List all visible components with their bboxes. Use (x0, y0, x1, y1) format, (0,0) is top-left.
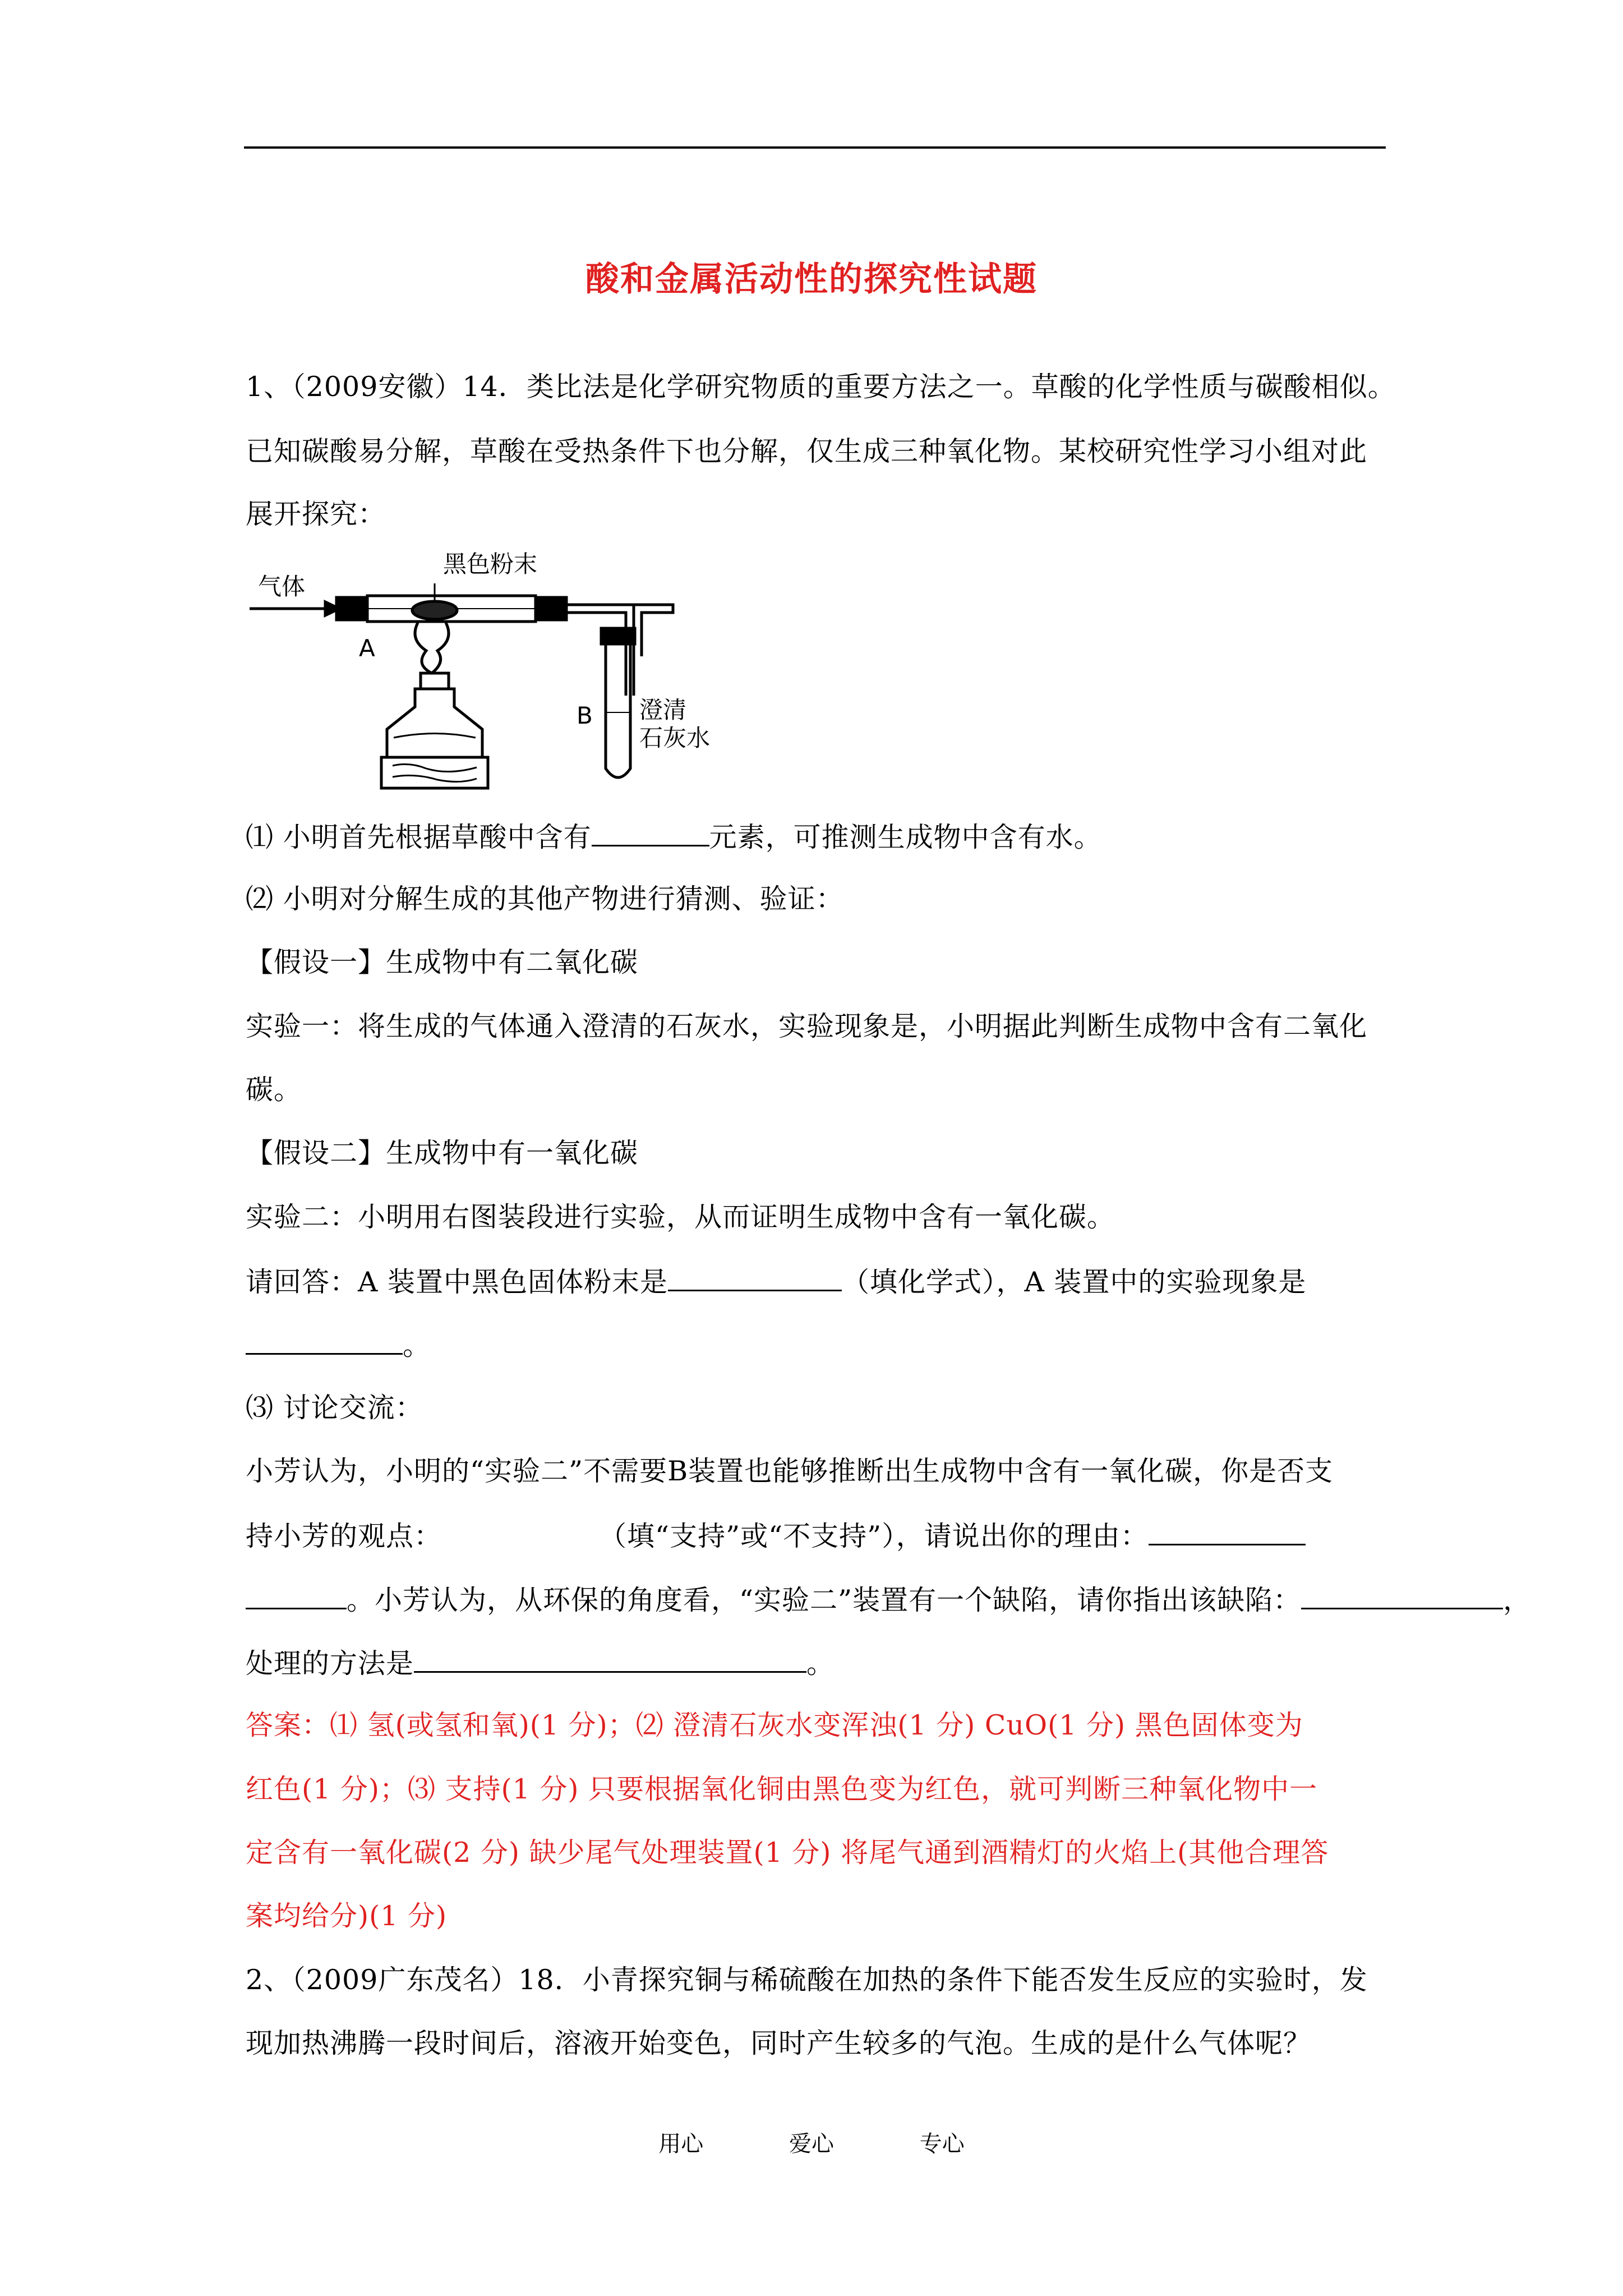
blank-reason-cont (246, 1582, 347, 1609)
answer-line-2: 红色(1 分)；⑶ 支持(1 分) 只要根据氧化铜由黑色变为红色，就可判断三种氧化物中一 (246, 1773, 1318, 1805)
blank-black-powder (668, 1264, 842, 1291)
page-footer (0, 2126, 1623, 2158)
tube-b-stopper (601, 628, 635, 644)
page-title: 酸和金属活动性的探究性试题 (585, 260, 1038, 299)
black-powder (412, 601, 457, 619)
discussion-line-3: 。小芳认为，从环保的角度看，“实验二”装置有一个缺陷，请你指出该缺陷： ， (246, 1582, 1531, 1617)
answer-line-3: 定含有一氧化碳(2 分) 缺少尾气处理装置(1 分) 将尾气通到酒精灯的火焰上(其他合理答 (246, 1837, 1329, 1869)
burner-neck (421, 673, 449, 689)
footer-item: 爱心 (789, 2131, 834, 2157)
discussion-line-2: 持小芳的观点： （填“支持”或“不支持”），请说出你的理由： (246, 1518, 1306, 1553)
label-b: B (577, 702, 593, 729)
answer-line-4: 案均给分)(1 分) (246, 1900, 448, 1932)
alcohol-lamp (387, 689, 482, 757)
experiment-2: 实验二：小明用右图装段进行实验，从而证明生成物中含有一氧化碳。 (246, 1201, 1115, 1233)
q2-line-1: 2、（2009广东茂名）18．小青探究铜与稀硫酸在加热的条件下能否发生反应的实验时，发 (246, 1964, 1368, 1996)
answer-prompt-line-2: 。 (246, 1327, 431, 1363)
apparatus-figure (247, 544, 718, 791)
q1-part1: ⑴ 小明首先根据草酸中含有 元素，可推测生成物中含有水。 (246, 819, 1102, 854)
label-lime-1: 澄清 (639, 696, 687, 724)
discussion-line-1: 小芳认为，小明的“实验二”不需要B装置也能够推断出生成物中含有一氧化碳，你是否支 (246, 1455, 1334, 1487)
discussion-line-4: 处理的方法是 。 (246, 1645, 834, 1681)
right-stopper (536, 597, 566, 620)
header-rule (244, 146, 1386, 149)
q1-part2: ⑵ 小明对分解生成的其他产物进行猜测、验证： (246, 883, 844, 915)
experiment-1-line-1: 实验一：将生成的气体通入澄清的石灰水，实验现象是，小明据此判断生成物中含有二氧化 (246, 1010, 1368, 1042)
q2-line-2: 现加热沸腾一段时间后，溶液开始变色，同时产生较多的气泡。生成的是什么气体呢？ (246, 2027, 1312, 2059)
left-stopper (336, 597, 367, 620)
label-gas: 气体 (258, 573, 306, 600)
blank-reason (1149, 1518, 1306, 1545)
q1-part3: ⑶ 讨论交流： (246, 1392, 423, 1424)
wood-block (381, 757, 488, 788)
hypothesis-1: 【假设一】生成物中有二氧化碳 (246, 946, 639, 978)
blank-defect (1301, 1582, 1503, 1609)
blank-method (414, 1645, 806, 1673)
footer-item: 用心 (658, 2131, 704, 2157)
footer-item: 专心 (919, 2131, 965, 2157)
answer-line-1: 答案：⑴ 氢(或氢和氧)(1 分)；⑵ 澄清石灰水变浑浊(1 分) CuO(1 分) 黑色固体变为 (246, 1709, 1303, 1741)
q1-intro-line-2: 已知碳酸易分解，草酸在受热条件下也分解，仅生成三种氧化物。某校研究性学习小组对此 (246, 435, 1368, 467)
label-a: A (359, 634, 375, 662)
label-black-powder: 黑色粉末 (443, 550, 538, 578)
hypothesis-2: 【假设二】生成物中有一氧化碳 (246, 1137, 639, 1169)
blank-phenomenon (246, 1327, 403, 1355)
label-lime-2: 石灰水 (639, 724, 711, 752)
experiment-1-line-2: 碳。 (246, 1074, 302, 1106)
blank-element (592, 819, 709, 846)
flame (415, 623, 449, 673)
answer-prompt-line-1: 请回答：A 装置中黑色固体粉末是 （填化学式），A 装置中的实验现象是 (246, 1264, 1306, 1299)
q1-intro-line-3: 展开探究： (246, 498, 386, 530)
q1-intro-line-1: 1、（2009安徽）14．类比法是化学研究物质的重要方法之一。草酸的化学性质与碳酸相似。 (246, 371, 1396, 403)
